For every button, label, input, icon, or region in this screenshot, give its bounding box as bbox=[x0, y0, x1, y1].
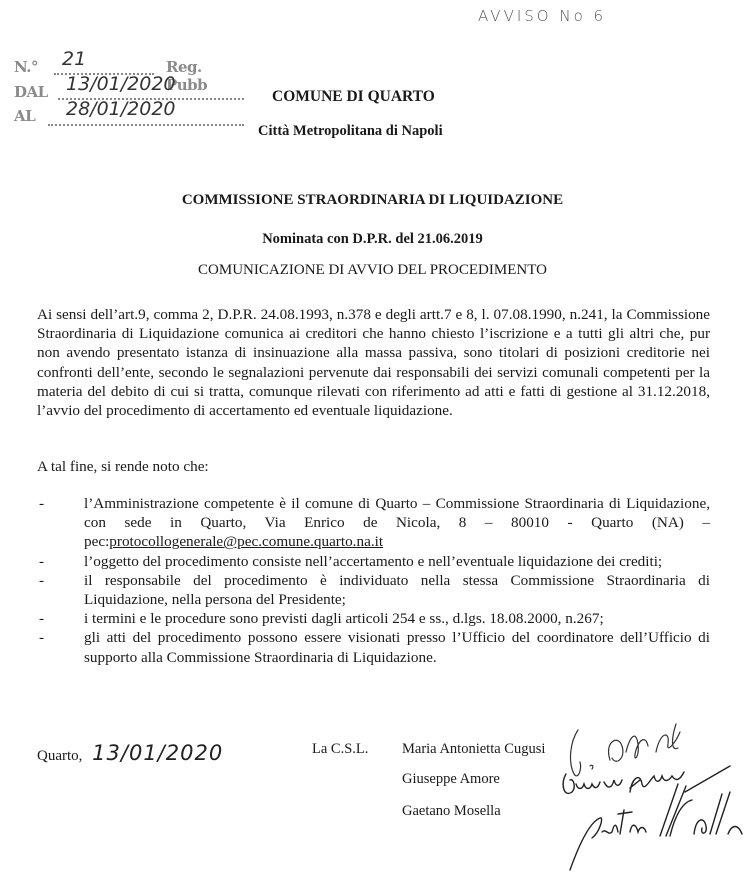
place-label: Quarto, bbox=[37, 748, 83, 764]
list-item-text: il responsabile del procedimento è individuato nella stessa Commissione Straordinaria di Liquidazione, nella persona del Presidente; bbox=[84, 571, 710, 609]
list-item bbox=[37, 494, 710, 552]
handwritten-date: 13/01/2020 bbox=[92, 741, 224, 765]
handwritten-note: AVVISO No 6 bbox=[478, 7, 607, 25]
registration-stamp bbox=[14, 48, 244, 136]
signature-amore bbox=[563, 766, 730, 793]
signature-cugusi bbox=[571, 724, 680, 776]
pec-email-link[interactable]: protocollogenerale@pec.comune.quarto.na.it bbox=[109, 533, 384, 551]
stamp-number-label: N.° bbox=[14, 58, 38, 76]
info-list bbox=[37, 494, 710, 667]
stamp-to-label: AL bbox=[14, 107, 36, 125]
list-item bbox=[37, 571, 710, 609]
metro-area-name: Città Metropolitana di Napoli bbox=[258, 123, 443, 139]
list-item-text: l’Amministrazione competente è il comune di Quarto – Commissione Straordinaria di Liquidazione, con sede in Quarto, Via Enrico de Nicola, 8 – 80010 - Quarto (NA) – pec: bbox=[84, 495, 710, 551]
signatory-name: Gaetano Mosella bbox=[402, 803, 501, 819]
csl-label: La C.S.L. bbox=[312, 741, 369, 757]
stamp-line bbox=[48, 124, 244, 126]
stamp-from-label: DAL bbox=[14, 83, 48, 101]
list-item-text: i termini e le procedure sono previsti dagli articoli 254 e ss., d.lgs. 18.08.2000, n.267; bbox=[84, 610, 604, 628]
stamp-from-value: 13/01/2020 bbox=[66, 73, 176, 95]
stamp-number-value: 21 bbox=[62, 48, 87, 70]
municipality-name: COMUNE DI QUARTO bbox=[272, 88, 435, 105]
list-item bbox=[37, 628, 710, 666]
bullet-dash: - bbox=[39, 552, 45, 570]
list-item bbox=[37, 552, 710, 571]
signature-strokes bbox=[560, 722, 745, 873]
list-intro: A tal fine, si rende noto che: bbox=[37, 458, 209, 475]
document-subject: COMUNICAZIONE DI AVVIO DEL PROCEDIMENTO bbox=[198, 262, 547, 278]
list-item-text: gli atti del procedimento possono essere visionati presso l’Ufficio del coordinatore dell’Ufficio di supporto alla Commissione Straordinaria di Liquidazione. bbox=[84, 629, 710, 666]
bullet-dash: - bbox=[39, 495, 45, 512]
commission-title: COMMISSIONE STRAORDINARIA DI LIQUIDAZIONE bbox=[181, 192, 564, 208]
stamp-register-label: Reg. Pubb bbox=[166, 58, 208, 94]
place-date bbox=[37, 741, 223, 765]
body-paragraph: Ai sensi dell’art.9, comma 2, D.P.R. 24.08.1993, n.378 e degli artt.7 e 8, l. 07.08.1990, n.241, la Commissione Straordinaria di Liquidazione comunica ai creditori che hanno chiesto l’iscrizione e a tutti gli altri che, pur non avendo presentato istanza di insinuazione alla massa passiva, sono titolari di posizioni creditorie nei confronti dell’ente, secondo le segnalazioni pervenute dai responsabili dei servizi comunali competenti per la materia del debito di cui si tratta, comunque rilevati con riferimento ad atti e fatti di gestione al 31.12.2018, l’avvio del procedimento di accertamento ed eventuale liquidazione. bbox=[37, 306, 710, 420]
bullet-dash: - bbox=[39, 629, 45, 647]
list-item bbox=[37, 609, 710, 628]
bullet-dash: - bbox=[39, 610, 45, 628]
bullet-dash: - bbox=[39, 571, 45, 589]
signatory-name: Maria Antonietta Cugusi bbox=[402, 741, 546, 757]
appointment-subtitle: Nominata con D.P.R. del 21.06.2019 bbox=[262, 231, 483, 247]
signature-mosella bbox=[570, 784, 742, 870]
list-item-text: l’oggetto del procedimento consiste nell’accertamento e nell’eventuale liquidazione dei crediti; bbox=[84, 552, 663, 570]
signatory-name: Giuseppe Amore bbox=[402, 771, 500, 787]
stamp-to-value: 28/01/2020 bbox=[66, 98, 176, 120]
